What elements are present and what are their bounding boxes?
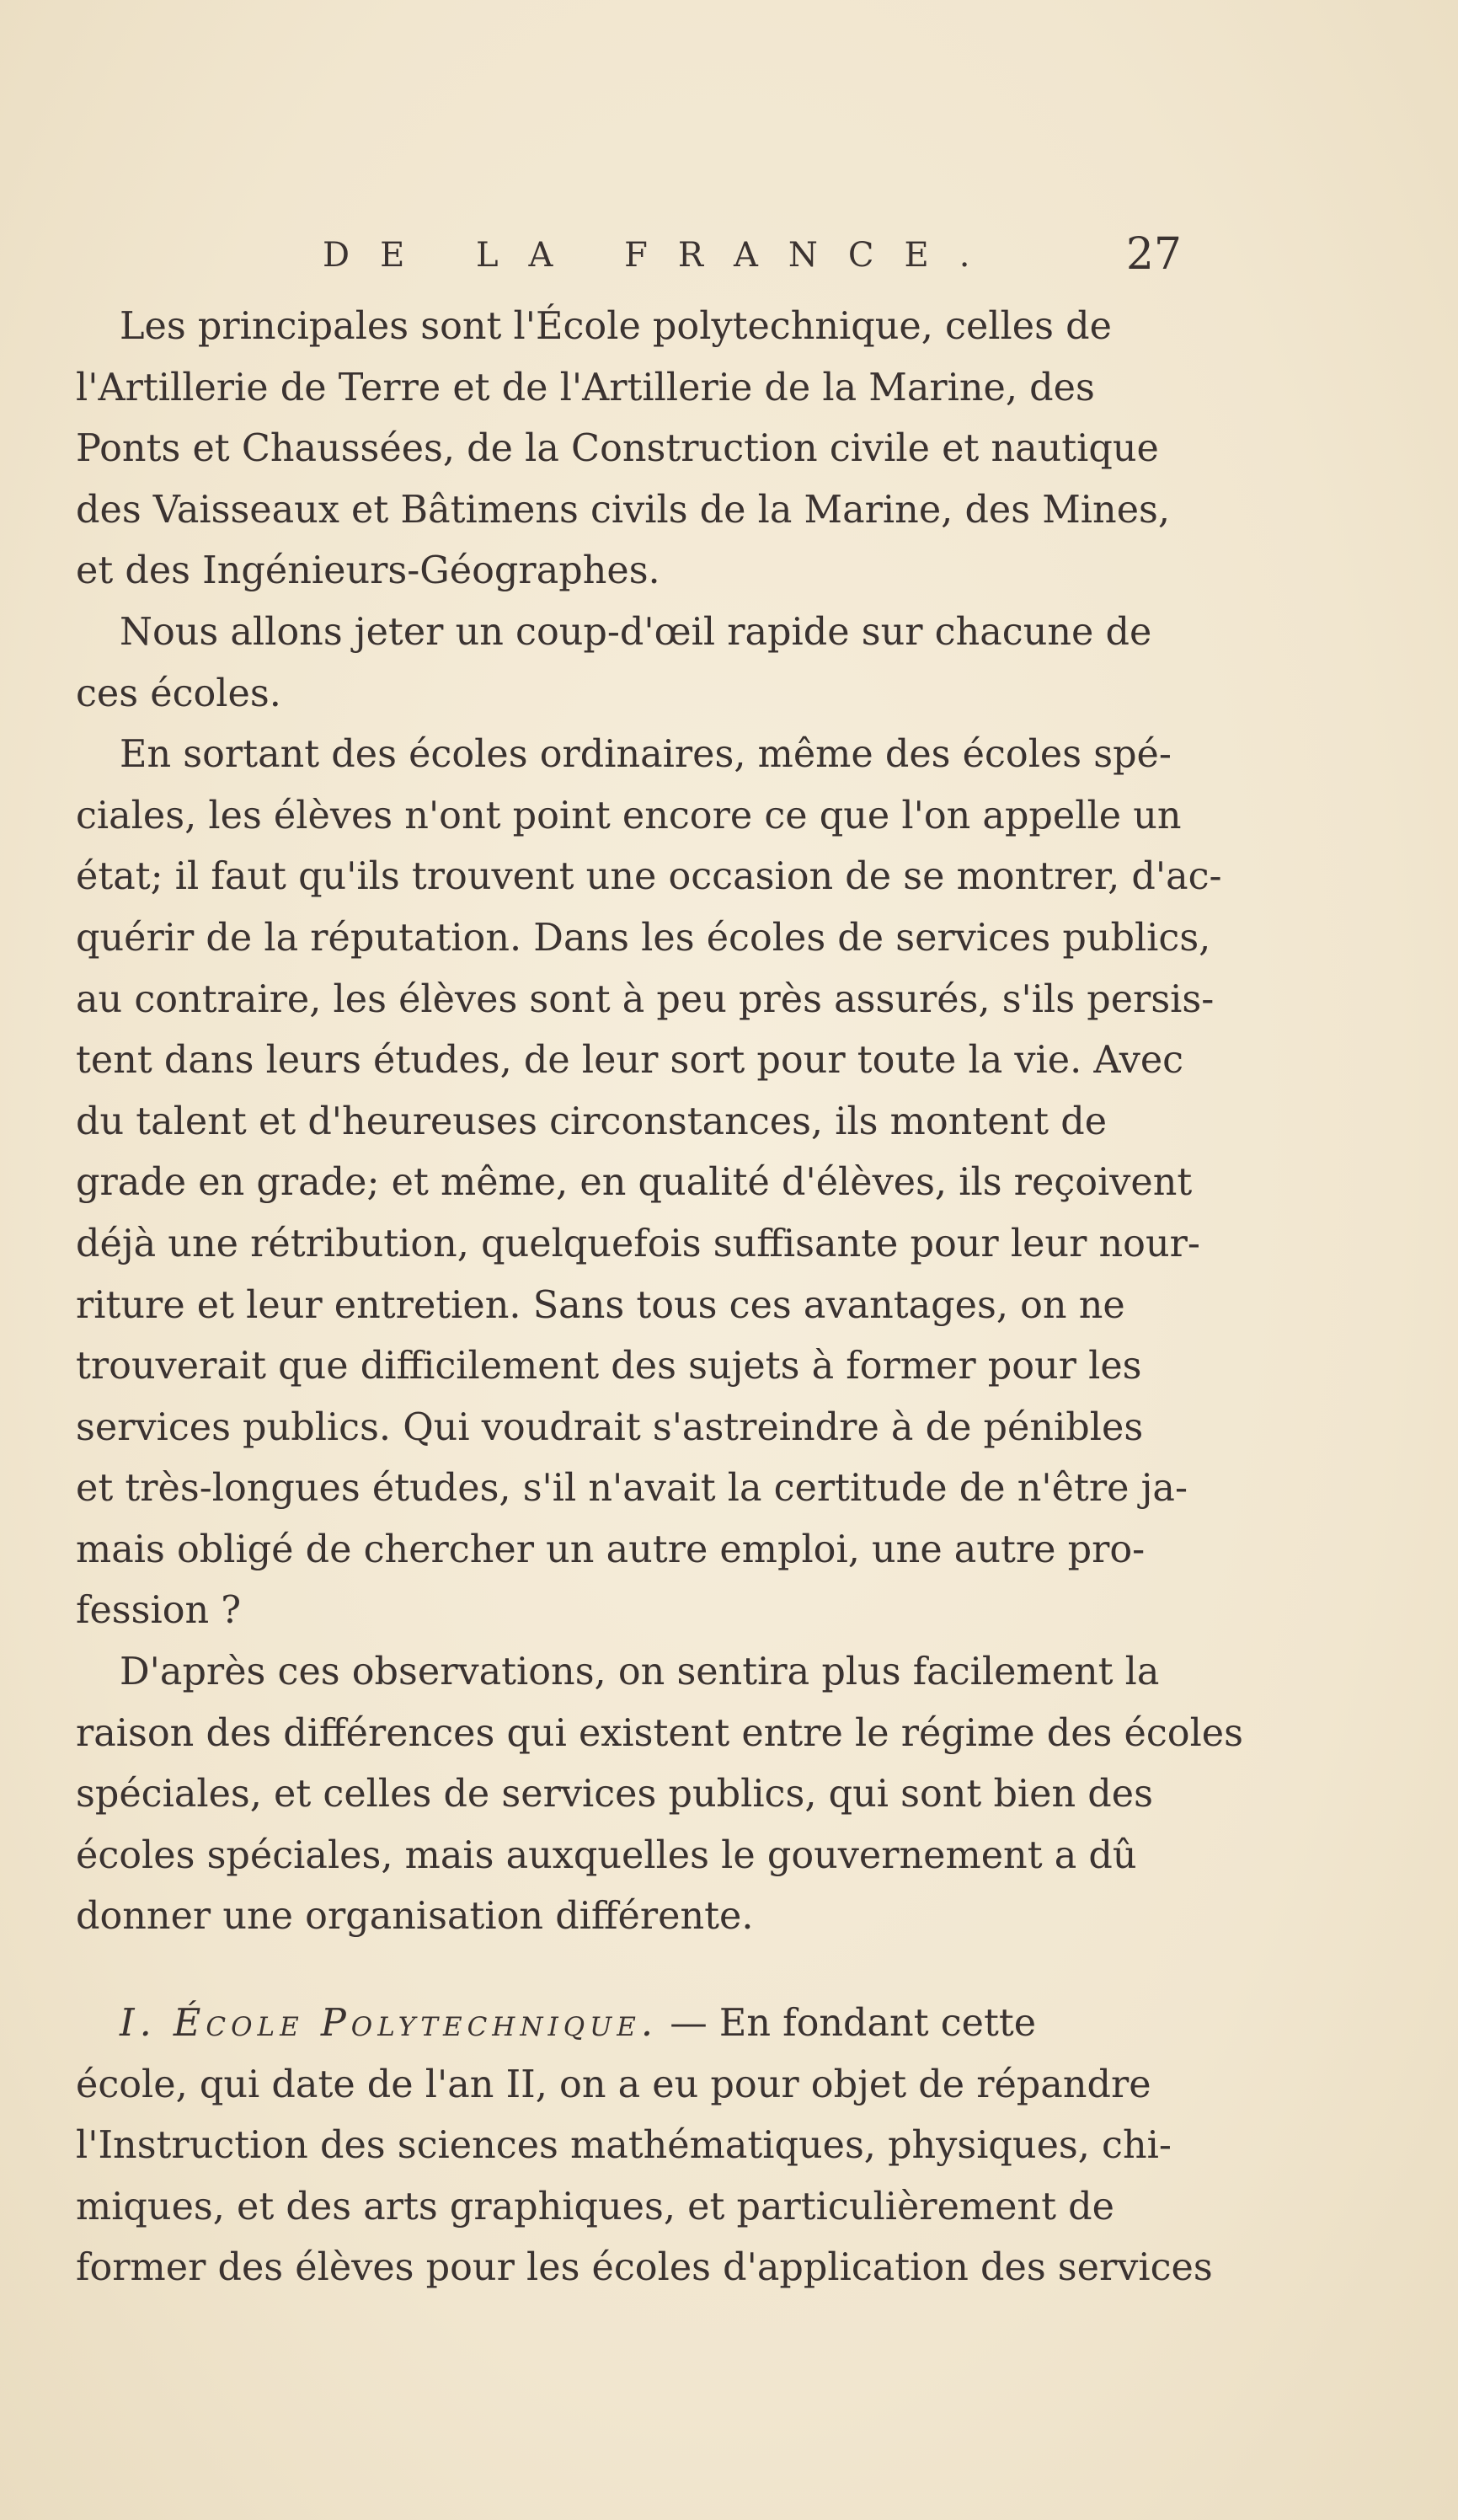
text-line: tent dans leurs études, de leur sort pour toute la vie. Avec bbox=[76, 1039, 1184, 1083]
text-line: au contraire, les élèves sont à peu près assurés, s'ils persis- bbox=[76, 977, 1215, 1021]
text-line: et des Ingénieurs-Géographes. bbox=[76, 549, 660, 593]
text-line: riture et leur entretien. Sans tous ces avantages, on ne bbox=[76, 1283, 1125, 1327]
text-line: des Vaisseaux et Bâtimens civils de la Marine, des Mines, bbox=[76, 488, 1171, 532]
text-line: services publics. Qui voudrait s'astreindre à de pénibles bbox=[76, 1405, 1144, 1449]
paragraph-4 bbox=[76, 1642, 1243, 1948]
text-line: Ponts et Chaussées, de la Construction civile et nautique bbox=[76, 427, 1159, 471]
text-line: Nous allons jeter un coup-d'œil rapide sur chacune de bbox=[120, 610, 1152, 654]
section-heading: I. École Polytechnique. bbox=[120, 2002, 659, 2046]
body-text bbox=[76, 297, 1243, 2299]
text-line: miques, et des arts graphiques, et particulièrement de bbox=[76, 2185, 1114, 2228]
text-line: école, qui date de l'an II, on a eu pour objet de répandre bbox=[76, 2063, 1151, 2106]
text-line: raison des différences qui existent entre le régime des écoles bbox=[76, 1711, 1243, 1755]
text-line: grade en grade; et même, en qualité d'élèves, ils reçoivent bbox=[76, 1161, 1193, 1205]
text-line: déjà une rétribution, quelquefois suffisante pour leur nour- bbox=[76, 1222, 1200, 1265]
text-line: — En fondant cette bbox=[670, 2002, 1037, 2046]
text-line: écoles spéciales, mais auxquelles le gouvernement a dû bbox=[76, 1833, 1137, 1877]
section-ecole-polytechnique bbox=[76, 1993, 1213, 2299]
text-line: état; il faut qu'ils trouvent une occasion de se montrer, d'ac- bbox=[76, 855, 1222, 899]
text-line: Les principales sont l'École polytechnique, celles de bbox=[120, 305, 1112, 348]
running-head bbox=[323, 229, 1182, 288]
text-line: du talent et d'heureuses circonstances, ils montent de bbox=[76, 1099, 1108, 1143]
section-gap bbox=[76, 1948, 1200, 1993]
text-line: spéciales, et celles de services publics, qui sont bien des bbox=[76, 1773, 1153, 1816]
text-line: En sortant des écoles ordinaires, même des écoles spé- bbox=[120, 733, 1172, 777]
text-line: ces écoles. bbox=[76, 671, 281, 715]
running-title: DE LA FRANCE. bbox=[323, 236, 1001, 275]
text-line: et très-longues études, s'il n'avait la certitude de n'être ja- bbox=[76, 1467, 1188, 1511]
text-line: mais obligé de chercher un autre emploi, une autre pro- bbox=[76, 1528, 1146, 1571]
text-line: trouverait que difficilement des sujets à former pour les bbox=[76, 1345, 1142, 1388]
page-number: 27 bbox=[1125, 229, 1182, 280]
paragraph-2 bbox=[76, 602, 1200, 725]
text-line: quérir de la réputation. Dans les écoles de services publics, bbox=[76, 916, 1211, 960]
paragraph-3 bbox=[76, 725, 1222, 1642]
text-line: fession ? bbox=[76, 1589, 242, 1633]
paragraph-1 bbox=[76, 297, 1200, 602]
text-line: former des élèves pour les écoles d'application des services bbox=[76, 2246, 1213, 2290]
text-line: D'après ces observations, on sentira plus facilement la bbox=[120, 1651, 1160, 1694]
text-line: donner une organisation différente. bbox=[76, 1895, 754, 1939]
text-line: l'Artillerie de Terre et de l'Artillerie de la Marine, des bbox=[76, 366, 1095, 409]
text-line: l'Instruction des sciences mathématiques, physiques, chi- bbox=[76, 2124, 1172, 2168]
text-line: ciales, les élèves n'ont point encore ce que l'on appelle un bbox=[76, 794, 1182, 837]
section-first-line bbox=[76, 1993, 1200, 2055]
